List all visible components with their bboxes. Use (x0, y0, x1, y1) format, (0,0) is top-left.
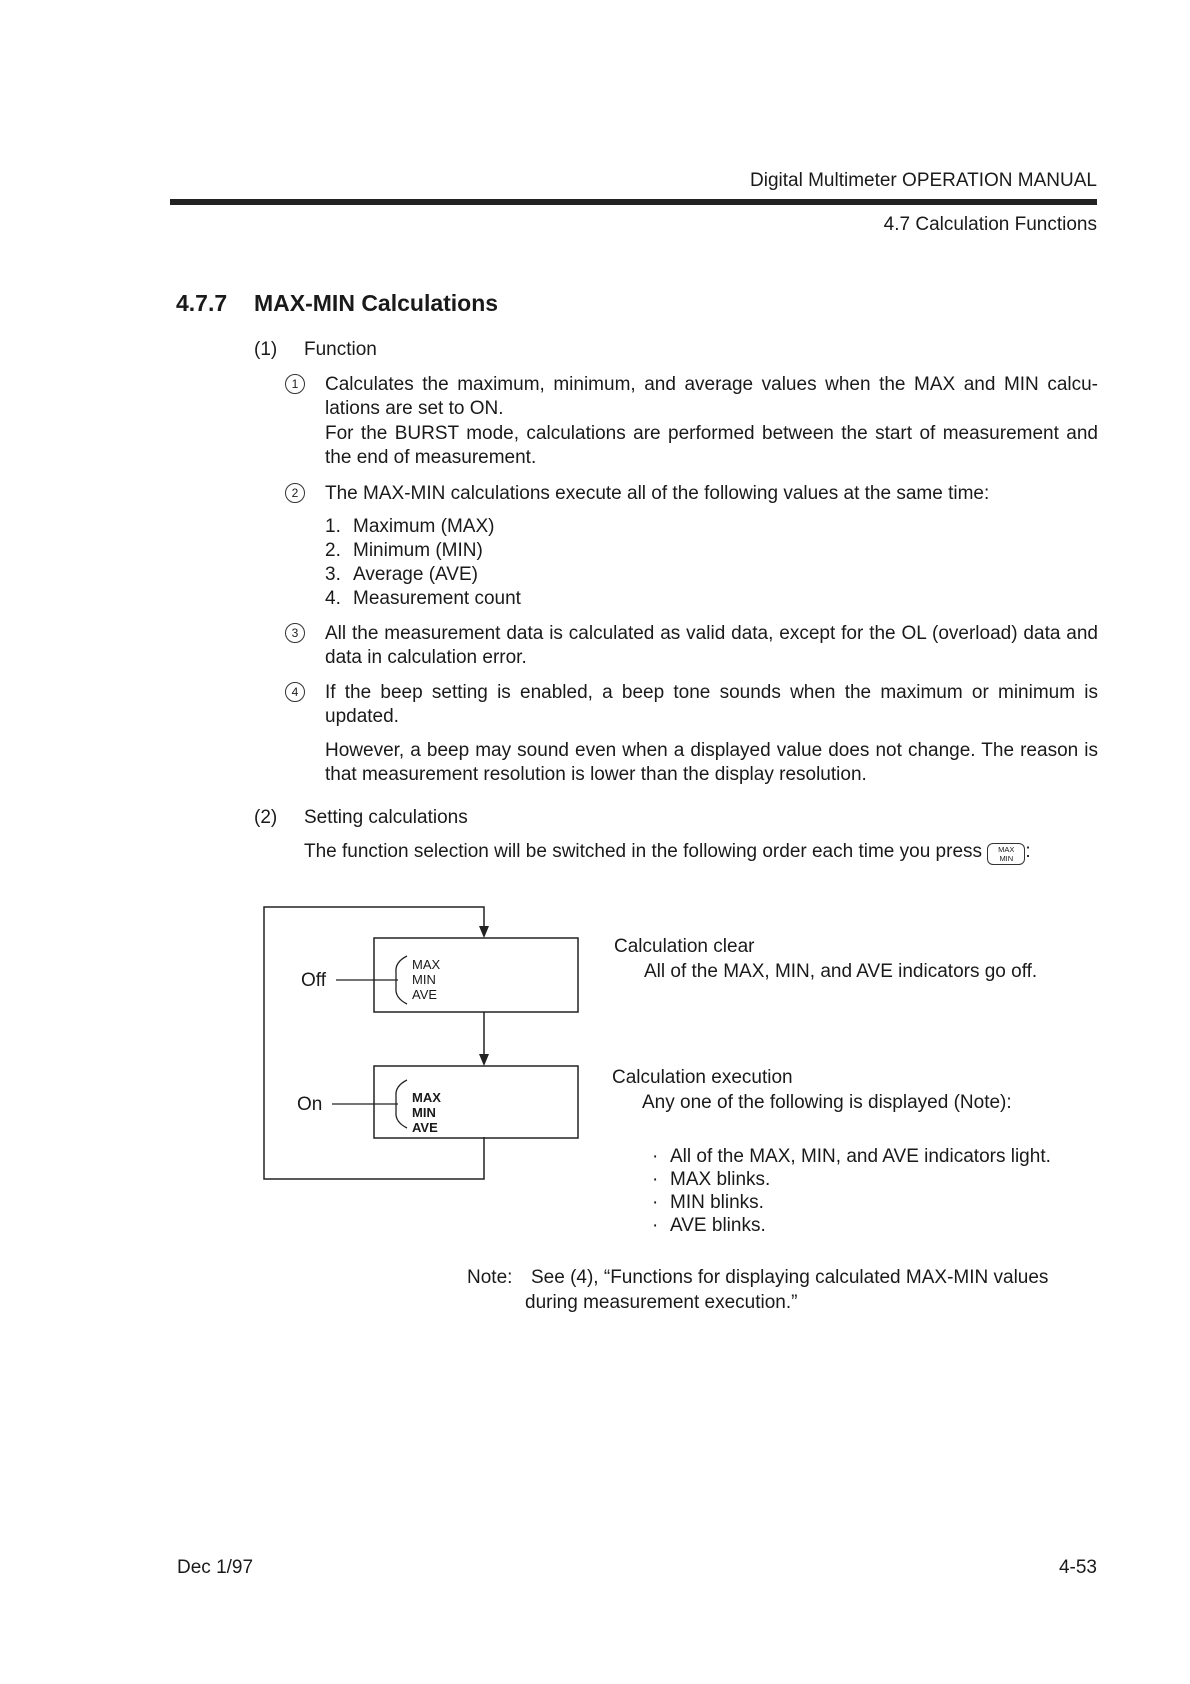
off-desc-text: All of the MAX, MIN, and AVE indicators go off. (644, 961, 1038, 982)
footer-date: Dec 1/97 (177, 1557, 254, 1578)
on-desc-text: Any one of the following is displayed (Note): (642, 1092, 1012, 1113)
part2-title: Setting calculations (304, 807, 468, 828)
item3-mark (285, 623, 305, 643)
on-indicator-min: MIN (412, 1105, 436, 1120)
bullet-item: MAX blinks. (670, 1169, 771, 1190)
item4-text2: However, a beep may sound even when a displayed value does not change. The reason is that measurement resolution is lower than the display resolution. (325, 740, 1098, 785)
circled-number: 1 (285, 374, 305, 394)
circled-number: 3 (285, 623, 305, 643)
arrow-head-mid (479, 1054, 489, 1066)
list-num: 1. (325, 516, 341, 537)
note-line2: during measurement execution.” (525, 1292, 798, 1313)
item1-text2: For the BURST mode, calculations are performed between the start of measurement and the end of measurement. (325, 423, 1098, 468)
on-desc-title: Calculation execution (612, 1067, 793, 1088)
part2-intro (304, 840, 1031, 865)
key-label-max: MAX (998, 845, 1015, 854)
on-label: On (297, 1094, 323, 1115)
max-min-key (987, 843, 1025, 865)
note-line1: See (4), “Functions for displaying calculated MAX-MIN values (531, 1267, 1049, 1288)
bullet-item: All of the MAX, MIN, and AVE indicators light. (670, 1146, 1051, 1167)
circled-number: 2 (285, 483, 305, 503)
on-indicator-max: MAX (412, 1090, 441, 1105)
part2-intro-text: The function selection will be switched in the following order each time you press (304, 841, 983, 862)
list-item: Minimum (MIN) (353, 540, 483, 561)
on-indicator-ave: AVE (412, 1120, 438, 1135)
item2-mark (285, 483, 305, 503)
list-num: 3. (325, 564, 341, 585)
item1-text: Calculates the maximum, minimum, and average values when the MAX and MIN calcu-lations are set to ON. (325, 374, 1098, 419)
off-desc-title: Calculation clear (614, 936, 755, 957)
bullet-dot: · (652, 1215, 659, 1236)
arrow-head-top (479, 926, 489, 938)
bullet-item: MIN blinks. (670, 1192, 764, 1213)
item3-text: All the measurement data is calculated as valid data, except for the OL (overload) data and data in calculation error. (325, 623, 1098, 668)
footer-page: 4-53 (1058, 1557, 1097, 1578)
part1-label: (1) (254, 339, 278, 360)
bullet-dot: · (652, 1146, 659, 1167)
list-item: Average (AVE) (353, 564, 478, 585)
manual-title: Digital Multimeter OPERATION MANUAL (750, 170, 1097, 191)
circled-number: 4 (285, 682, 305, 702)
state-flow-diagram (255, 900, 595, 1190)
item1-mark (285, 374, 305, 394)
header-rule (170, 199, 1097, 205)
part1-title: Function (304, 339, 377, 360)
heading-number: 4.7.7 (176, 290, 228, 316)
item2-text: The MAX-MIN calculations execute all of the following values at the same time: (325, 483, 990, 504)
off-indicator-ave: AVE (412, 987, 438, 1002)
note-label: Note: (467, 1267, 513, 1288)
part2-label: (2) (254, 807, 278, 828)
list-item: Measurement count (353, 588, 521, 609)
intro-colon: : (1025, 841, 1031, 862)
off-indicator-min: MIN (412, 972, 436, 987)
off-label: Off (301, 970, 326, 991)
list-num: 4. (325, 588, 341, 609)
section-title: 4.7 Calculation Functions (883, 214, 1097, 235)
key-label-min: MIN (999, 854, 1014, 863)
bullet-dot: · (652, 1169, 659, 1190)
off-box (374, 938, 578, 1012)
bullet-dot: · (652, 1192, 659, 1213)
item4-mark (285, 682, 305, 702)
list-num: 2. (325, 540, 341, 561)
bullet-item: AVE blinks. (670, 1215, 766, 1236)
off-indicator-max: MAX (412, 957, 441, 972)
heading-title: MAX-MIN Calculations (254, 290, 499, 316)
item4-text: If the beep setting is enabled, a beep tone sounds when the maximum or minimum is updated. (325, 682, 1098, 727)
list-item: Maximum (MAX) (353, 516, 495, 537)
